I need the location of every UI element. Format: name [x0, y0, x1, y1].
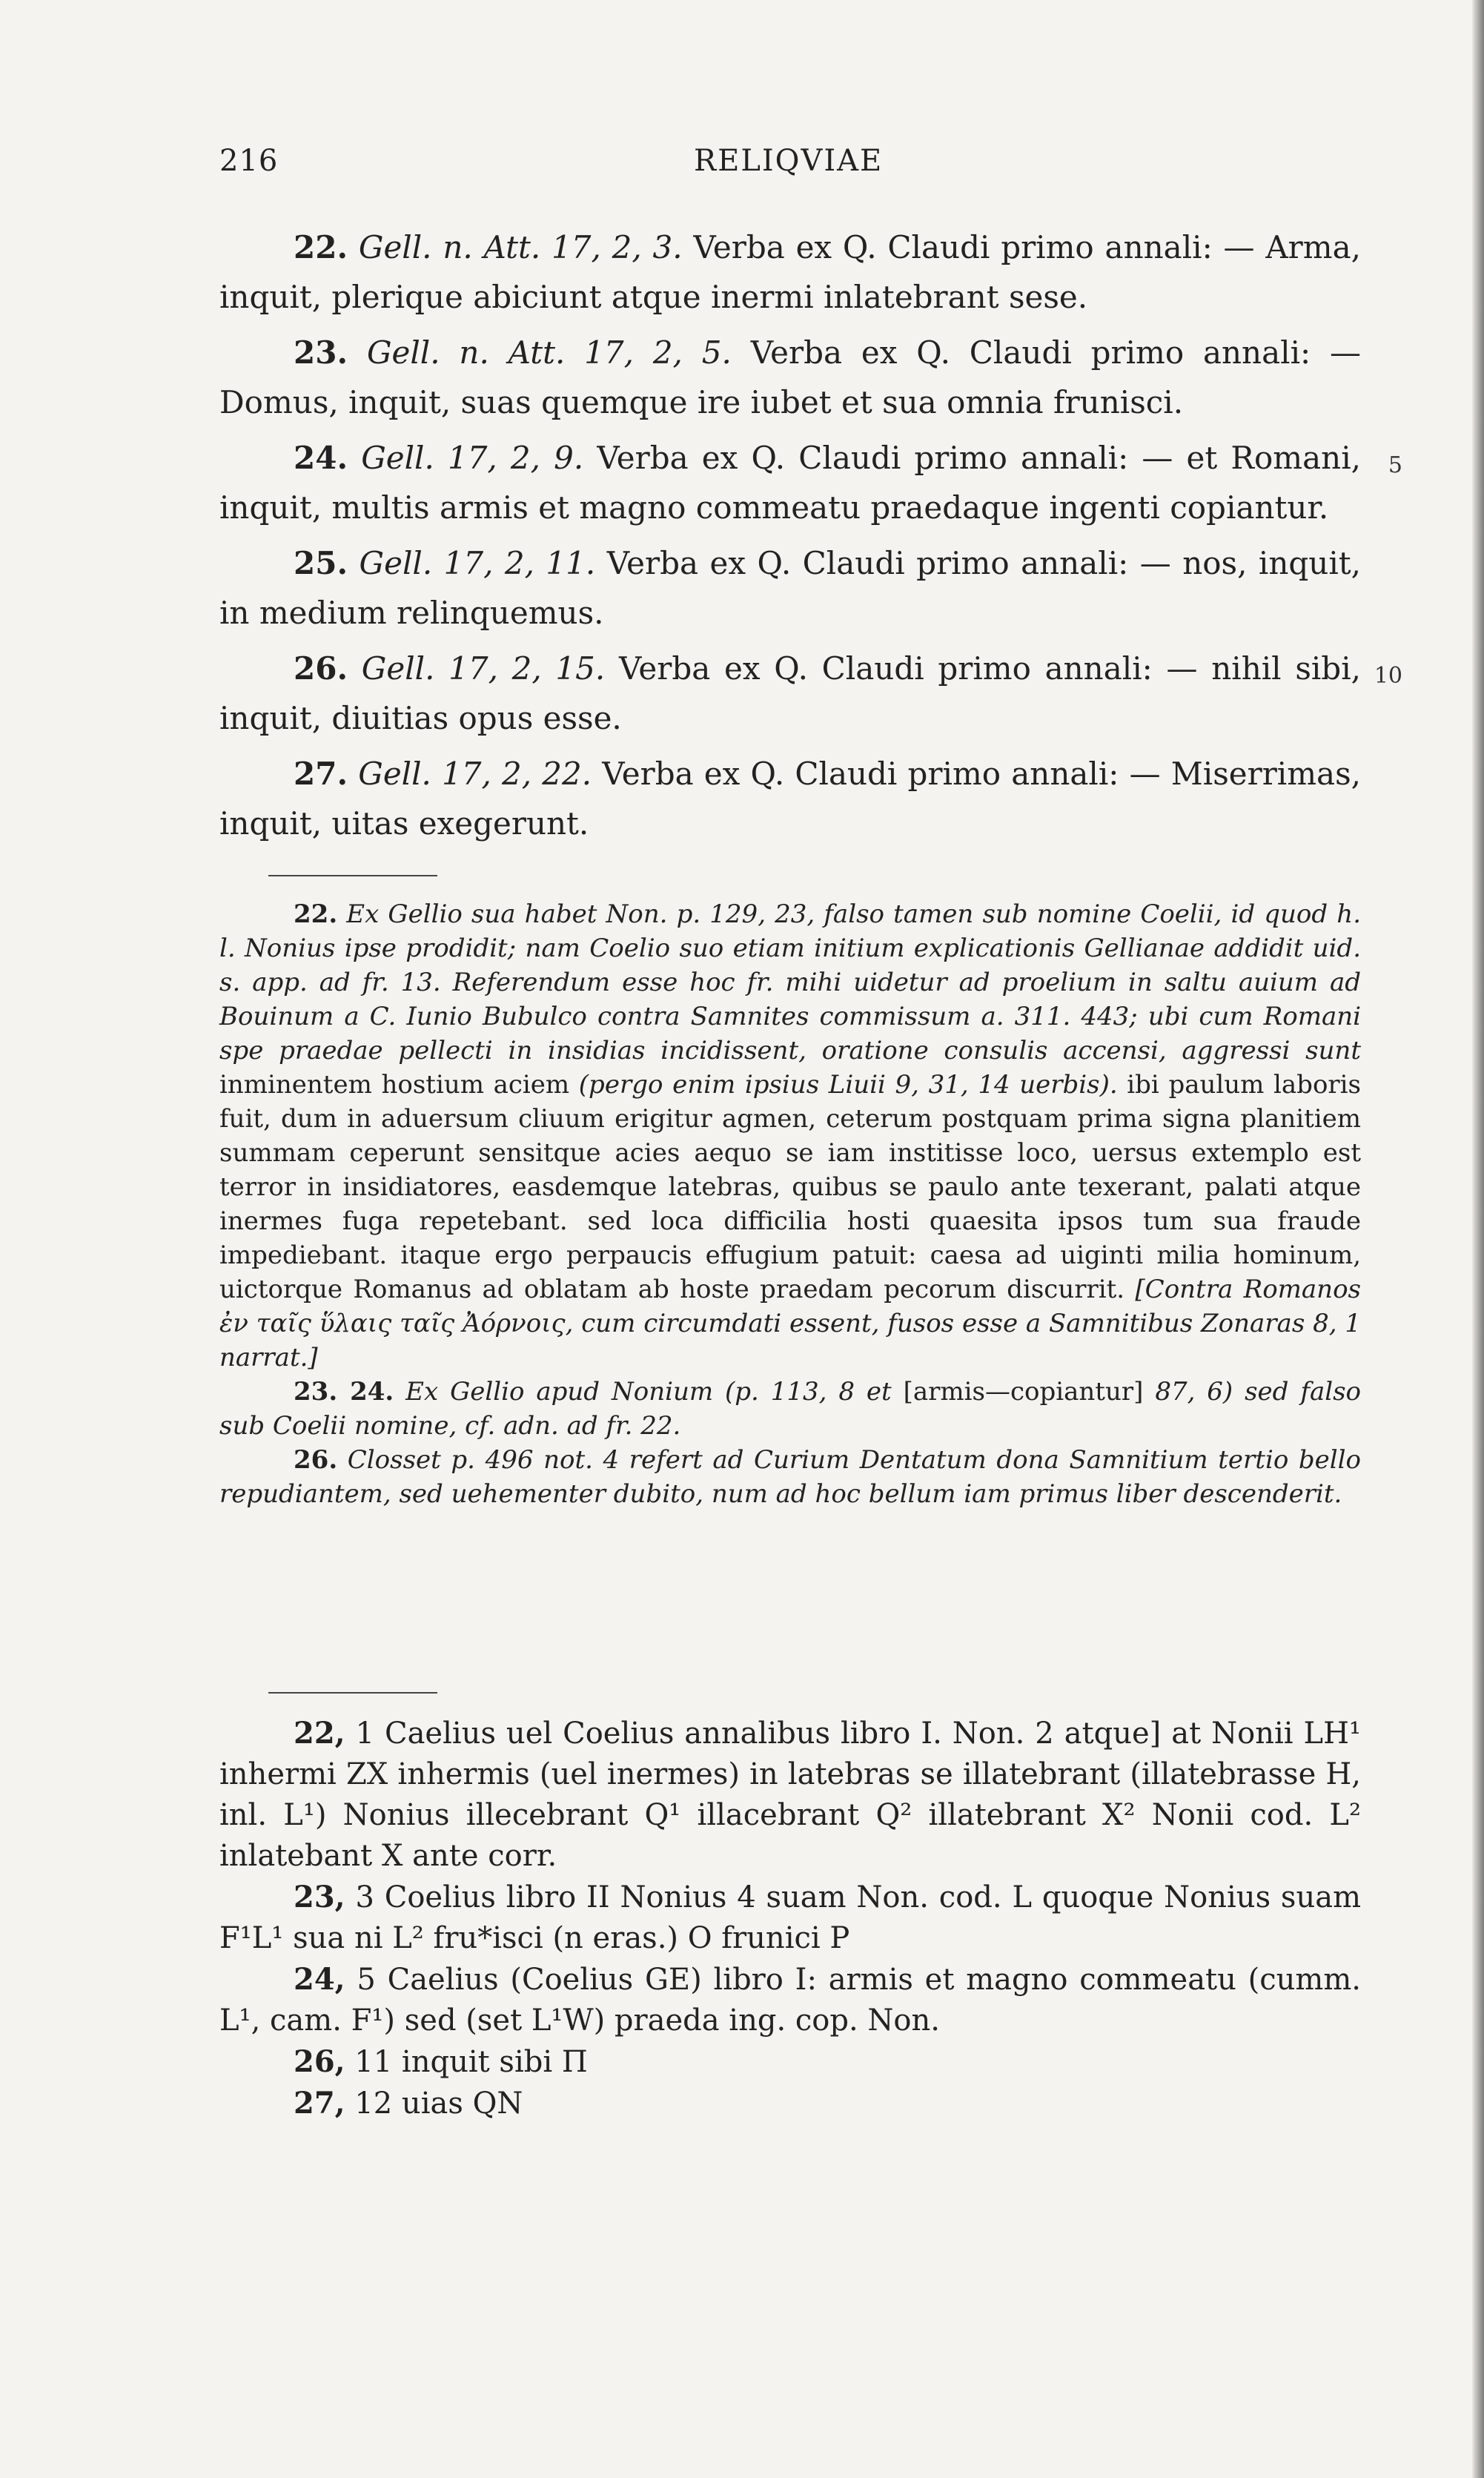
note-quote: [armis—copiantur]	[903, 1377, 1144, 1407]
apparatus-text: 1 Caelius uel Coelius annalibus libro I. Non. 2 atque] at Nonii LH¹ inhermi ZX inhermis (uel inermes) in latebras se illatebrant (illatebrasse H, inl. L¹) Nonius illecebrant Q¹ illacebrant Q² illatebrant X² Nonii cod. L² inlatebant X ante corr.	[219, 1717, 1361, 1873]
fragment-source: Gell. n. Att. 17, 2, 5.	[366, 334, 732, 371]
note-text: Ex Gellio apud Nonium (p. 113, 8 et	[405, 1377, 892, 1407]
apparatus-number: 24,	[294, 1962, 345, 1997]
fragment-text: Verba ex Q. Claudi primo annali: — Arma, inquit, plerique abiciunt atque inermi inlatebrant sese.	[219, 229, 1361, 315]
note-number: 22.	[294, 899, 338, 929]
page-number: 216	[219, 144, 279, 178]
fragment-number: 26.	[294, 650, 348, 687]
note	[219, 1375, 1361, 1443]
apparatus-entry	[219, 1959, 1361, 2041]
fragment-number: 25.	[294, 545, 348, 581]
apparatus-entry	[219, 2041, 1361, 2083]
line-number-marker: 5	[1388, 452, 1402, 478]
note	[219, 897, 1361, 1375]
fragment	[219, 538, 1361, 638]
fragment	[219, 433, 1402, 532]
fragment-source: Gell. n. Att. 17, 2, 3.	[358, 229, 683, 265]
running-title: RELIQVIAE	[694, 144, 884, 178]
section-divider	[268, 1692, 437, 1694]
fragment-source: Gell. 17, 2, 15.	[361, 650, 606, 687]
line-number-marker: 10	[1374, 663, 1402, 689]
apparatus-entry	[219, 1877, 1361, 1959]
fragment	[219, 644, 1402, 743]
fragment-text: Verba ex Q. Claudi primo annali: — Miserrimas, inquit, uitas exegerunt.	[219, 756, 1361, 842]
fragment-text: Verba ex Q. Claudi primo annali: — Domus, inquit, suas quemque ire iubet et sua omnia frunisci.	[219, 334, 1362, 420]
note-quote: inminentem hostium aciem	[219, 1070, 570, 1100]
note-text: Ex Gellio sua habet Non. p. 129, 23, falso tamen sub nomine Coelii, id quod h. l. Nonius ipse prodidit; nam Coelio suo etiam initium explicationis Gellianae addidit uid. s. app. ad fr. 13. Referendum esse hoc fr. mihi uidetur ad proelium in saltu auium ad Bouinum a C. Iunio Bubulco contra Samnites commissum a. 311. 443; ubi cum Romani spe praedae pellecti in insidias incidissent, oratione consulis accensi, aggressi sunt	[219, 899, 1361, 1065]
fragment-number: 22.	[294, 229, 348, 265]
note-text: (pergo enim ipsius Liuii 9, 31, 14 uerbis).	[578, 1070, 1118, 1100]
fragment-source: Gell. 17, 2, 9.	[361, 440, 584, 476]
apparatus-number: 22,	[294, 1716, 345, 1751]
apparatus-number: 23,	[294, 1880, 345, 1914]
fragment-text: Verba ex Q. Claudi primo annali: — et Romani, inquit, multis armis et magno commeatu praedaque ingenti copiantur.	[219, 440, 1361, 526]
fragment-source: Gell. 17, 2, 11.	[359, 545, 596, 581]
fragment-text: Verba ex Q. Claudi primo annali: — nos, inquit, in medium relinquemus.	[219, 545, 1361, 631]
commentary-notes	[219, 897, 1361, 1511]
fragment	[219, 328, 1361, 427]
critical-apparatus	[219, 1713, 1361, 2124]
note-text: [Contra Romanos ἐν ταῖς ὕλαις ταῖς Ἀόρνοις, cum circumdati essent, fusos esse a Samnitibus Zonaras 8, 1 narrat.]	[219, 1275, 1361, 1372]
apparatus-entry	[219, 2083, 1361, 2124]
fragment-source: Gell. 17, 2, 22.	[358, 756, 592, 792]
fragment-number: 24.	[294, 440, 348, 476]
fragment-number: 23.	[294, 334, 348, 371]
fragment-text: Verba ex Q. Claudi primo annali: — nihil sibi, inquit, diuitias opus esse.	[219, 650, 1361, 736]
fragment	[219, 749, 1361, 848]
note	[219, 1443, 1361, 1511]
note-number: 26.	[294, 1445, 338, 1475]
apparatus-text: 12 uias QN	[354, 2087, 523, 2121]
apparatus-entry	[219, 1713, 1361, 1877]
fragment-number: 27.	[294, 756, 348, 792]
apparatus-text: 5 Caelius (Coelius GE) libro I: armis et magno commeatu (cumm. L¹, cam. F¹) sed (set L¹W) praeda ing. cop. Non.	[219, 1963, 1362, 2038]
apparatus-number: 27,	[294, 2086, 345, 2121]
apparatus-text: 11 inquit sibi Π	[354, 2045, 588, 2079]
page-header	[219, 144, 1361, 188]
apparatus-number: 26,	[294, 2044, 345, 2079]
note-text: Closset p. 496 not. 4 refert ad Curium Dentatum dona Samnitium tertio bello repudiantem, sed uehementer dubito, num ad hoc bellum iam primus liber descenderit.	[219, 1445, 1362, 1509]
page-edge-shadow	[1472, 0, 1484, 2478]
fragments-text	[219, 222, 1402, 854]
section-divider	[268, 875, 437, 876]
note-quote: ibi paulum laboris fuit, dum in aduersum cliuum erigitur agmen, ceterum postquam prima signa planitiem summam ceperunt sensitque acies aequo se iam institisse loco, uersus extemplo est terror in insidiatores, easdemque latebras, quibus se paulo ante texerant, palati atque inermes fuga repetebant. sed loca difficilia hosti quaesita ipsos tum sua fraude impediebant. itaque ergo perpaucis effugium patuit: caesa ad uiginti milia hominum, uictorque Romanus ad oblatam ab hoste praedam pecorum discurrit.	[219, 1070, 1361, 1304]
note-number: 23. 24.	[294, 1377, 394, 1407]
fragment	[219, 222, 1361, 322]
note-text: 87, 6) sed falso sub Coelii nomine, cf. adn. ad fr. 22.	[219, 1377, 1362, 1441]
apparatus-text: 3 Coelius libro II Nonius 4 suam Non. cod. L quoque Nonius suam F¹L¹ sua ni L² fru*isci (n eras.) O frunici P	[219, 1880, 1361, 1955]
